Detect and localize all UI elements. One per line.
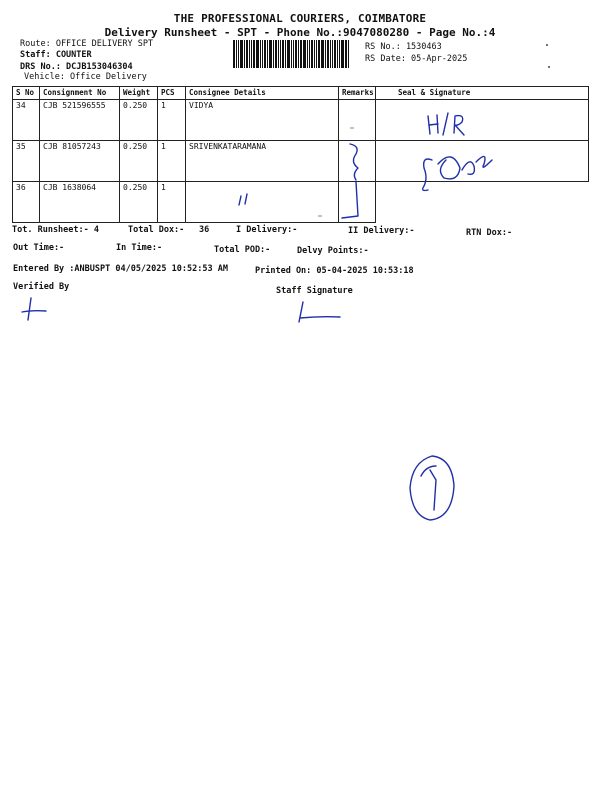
verified-by-signature [22,298,46,320]
in-time: In Time:- [116,243,163,253]
col-remarks: Remarks [339,87,376,100]
cell-pcs: 1 [158,100,186,141]
cell-consignee: VIDYA [186,100,339,141]
drs-number: DRS No.: DCJB153046304 [20,62,133,72]
staff-signature-label: Staff Signature [276,286,353,296]
total-pod: Total POD:- [214,245,271,255]
cell-consignee: SRIVENKATARAMANA [186,141,339,182]
company-title: THE PROFESSIONAL COURIERS, COIMBATORE [173,12,427,25]
rs-number: RS No.: 1530463 [365,42,442,52]
col-pcs: PCS [158,87,186,100]
rs-date: RS Date: 05-Apr-2025 [365,54,468,64]
tot-runsheet: Tot. Runsheet:- 4 [12,225,99,235]
cell-sno: 35 [13,141,40,182]
cell-weight: 0.250 [120,100,158,141]
delvy-points: Delvy Points:- [297,246,369,256]
handwritten-hr-note [428,113,464,135]
staff-signature-mark [299,302,340,322]
col-consignee: Consignee Details [186,87,339,100]
printed-on: Printed On: 05-04-2025 10:53:18 [255,266,414,276]
col-sno: S No [13,87,40,100]
rtn-dox: RTN Dox:- [466,228,513,238]
cell-consignment: CJB 1638064 [40,182,120,223]
cell-weight: 0.250 [120,141,158,182]
out-time: Out Time:- [13,243,65,253]
cell-pcs: 1 [158,141,186,182]
cell-consignment: CJB 521596555 [40,100,120,141]
cell-weight: 0.250 [120,182,158,223]
runsheet-subtitle: Delivery Runsheet - SPT - Phone No.:9047080280 - Page No.:4 [104,26,496,39]
i-delivery: I Delivery:- [236,225,298,235]
total-dox-label: Total Dox:- [128,225,185,235]
col-consignment: Consignment No [40,87,120,100]
handwritten-11-note [239,194,247,205]
cell-pcs: 1 [158,182,186,223]
cell-consignment: CJB 81057243 [40,141,120,182]
entered-by: Entered By :ANBUSPT 04/05/2025 10:52:53 AM [13,264,228,274]
col-seal-signature: Seal & Signature [376,87,589,100]
verified-by-label: Verified By [13,282,70,292]
ii-delivery: II Delivery:- [348,226,415,236]
cell-sno: 34 [13,100,40,141]
total-dox-value: 36 [199,225,210,235]
col-weight: Weight [120,87,158,100]
cell-sno: 36 [13,182,40,223]
handwritten-circled-mark [410,456,454,520]
handwritten-bracket-mark [342,144,358,218]
handwritten-signature-row35 [423,156,492,190]
route-label: Route: OFFICE DELIVERY SPT [20,39,154,49]
staff-label: Staff: COUNTER [20,50,92,60]
vehicle-label: Vehicle: Office Delivery [24,72,147,82]
